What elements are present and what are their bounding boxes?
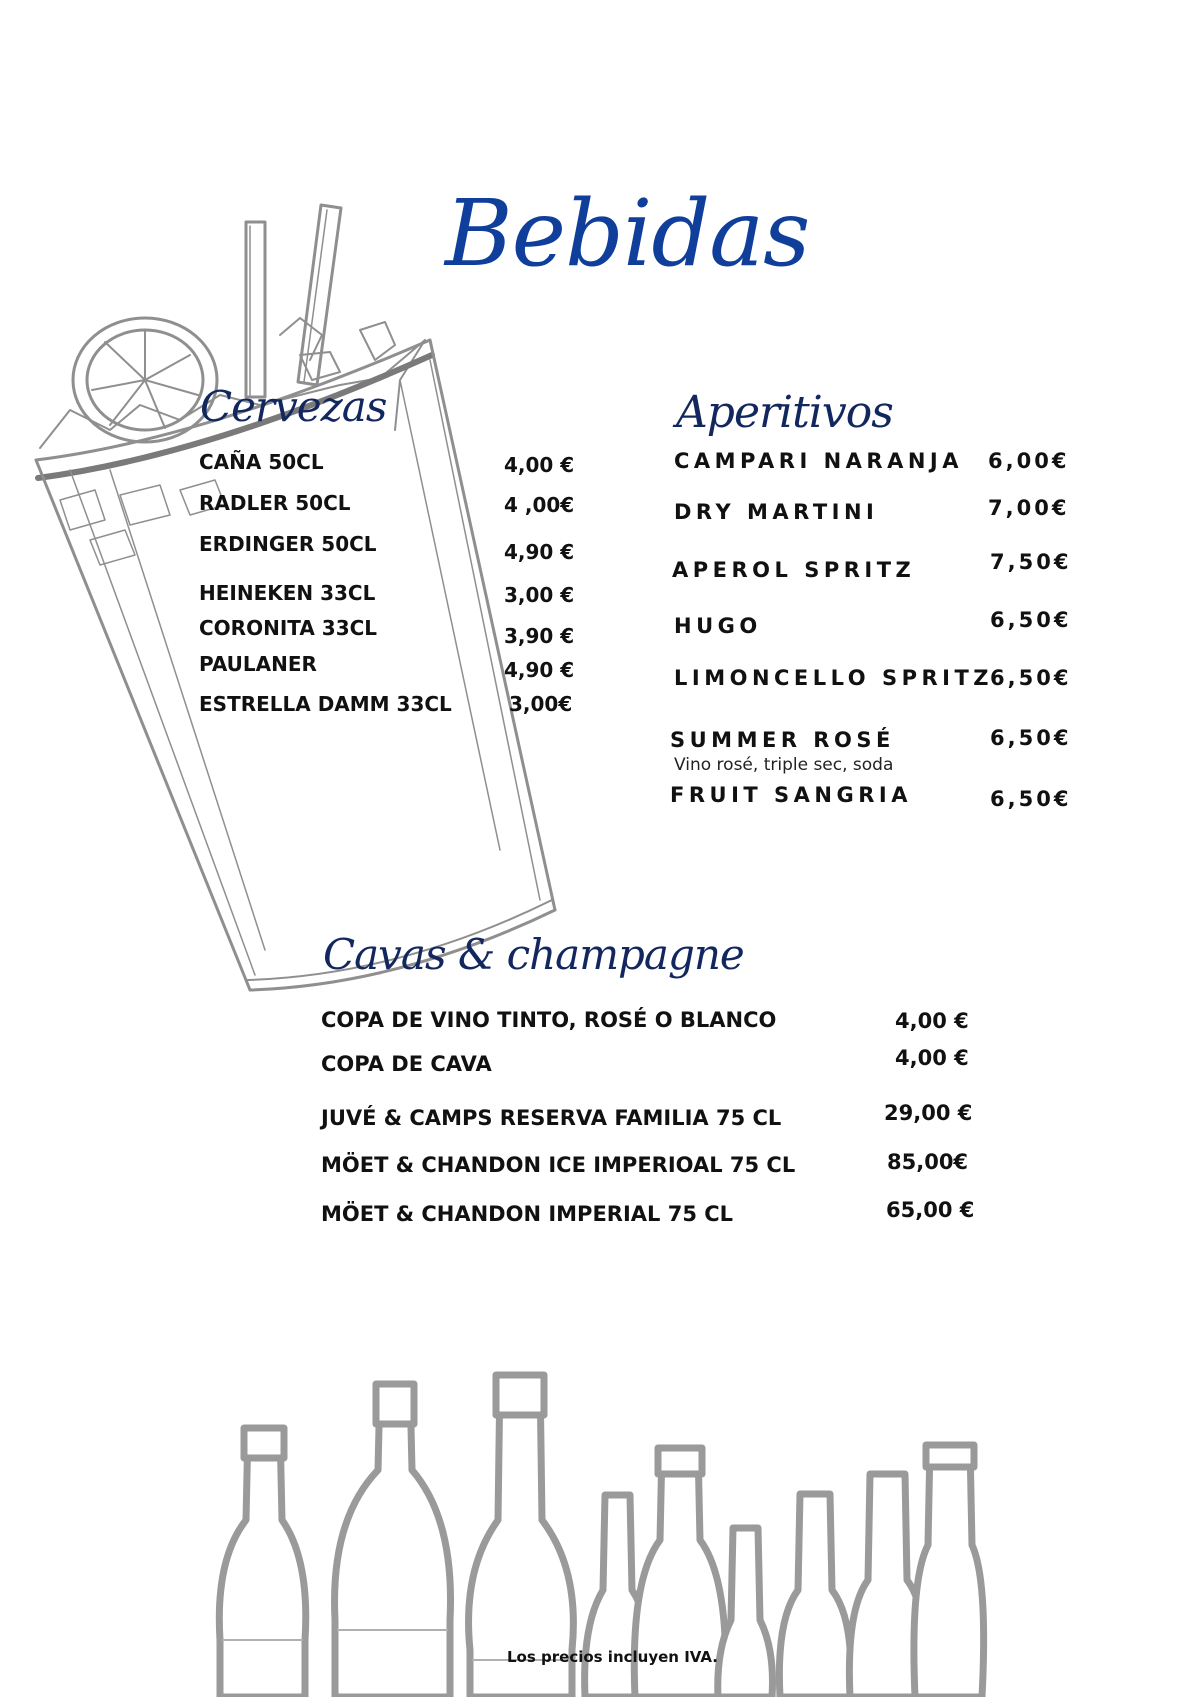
cavas-heading: Cavas & champagne [323,930,744,979]
cava-name: MÖET & CHANDON ICE IMPERIOAL 75 CL [321,1153,796,1177]
aperitivo-name: HUGO [674,614,762,638]
beer-name: PAULANER [199,652,317,676]
beer-price: 3,90 € [504,624,575,648]
aperitivo-price: 6,50€ [990,666,1072,690]
aperitivo-name: LIMONCELLO SPRITZ [674,666,994,690]
aperitivo-name: SUMMER ROSÉ [670,728,895,752]
aperitivo-price: 6,50€ [990,726,1072,750]
beer-price: 4,90 € [504,540,575,564]
aperitivo-price: 7,00€ [988,496,1070,520]
cava-name: JUVÉ & CAMPS RESERVA FAMILIA 75 CL [321,1106,782,1130]
cava-price: 4,00 € [895,1046,969,1070]
aperitivo-name: DRY MARTINI [674,500,879,524]
beer-price: 4 ,00€ [504,493,575,517]
aperitivo-price: 6,00€ [988,449,1070,473]
aperitivo-name: CAMPARI NARANJA [674,449,963,473]
beer-price: 4,90 € [504,658,575,682]
aperitivo-name: APEROL SPRITZ [672,558,916,582]
beer-name: ERDINGER 50CL [199,532,377,556]
beer-name: ESTRELLA DAMM 33CL [199,692,452,716]
cava-price: 4,00 € [895,1009,969,1033]
beer-price: 3,00€ [509,692,573,716]
cava-name: MÖET & CHANDON IMPERIAL 75 CL [321,1202,734,1226]
page-title: Bebidas [445,180,810,287]
beer-name: CORONITA 33CL [199,616,378,640]
cava-name: COPA DE CAVA [321,1052,492,1076]
beer-price: 4,00 € [504,453,575,477]
aperitivo-price: 6,50€ [990,787,1072,811]
aperitivo-description: Vino rosé, triple sec, soda [674,755,894,775]
aperitivos-heading: Aperitivos [676,387,893,438]
beer-name: CAÑA 50CL [199,450,324,474]
cava-price: 29,00 € [884,1101,973,1125]
cava-name: COPA DE VINO TINTO, ROSÉ O BLANCO [321,1008,777,1032]
cava-price: 65,00 € [886,1198,975,1222]
footer-note: Los precios incluyen IVA. [507,1648,718,1666]
aperitivo-price: 6,50€ [990,608,1072,632]
beer-name: RADLER 50CL [199,491,351,515]
cava-price: 85,00€ [887,1150,969,1174]
aperitivo-price: 7,50€ [990,550,1072,574]
beer-price: 3,00 € [504,583,575,607]
aperitivo-name: FRUIT SANGRIA [670,783,912,807]
beer-name: HEINEKEN 33CL [199,581,376,605]
cervezas-heading: Cervezas [200,382,387,431]
